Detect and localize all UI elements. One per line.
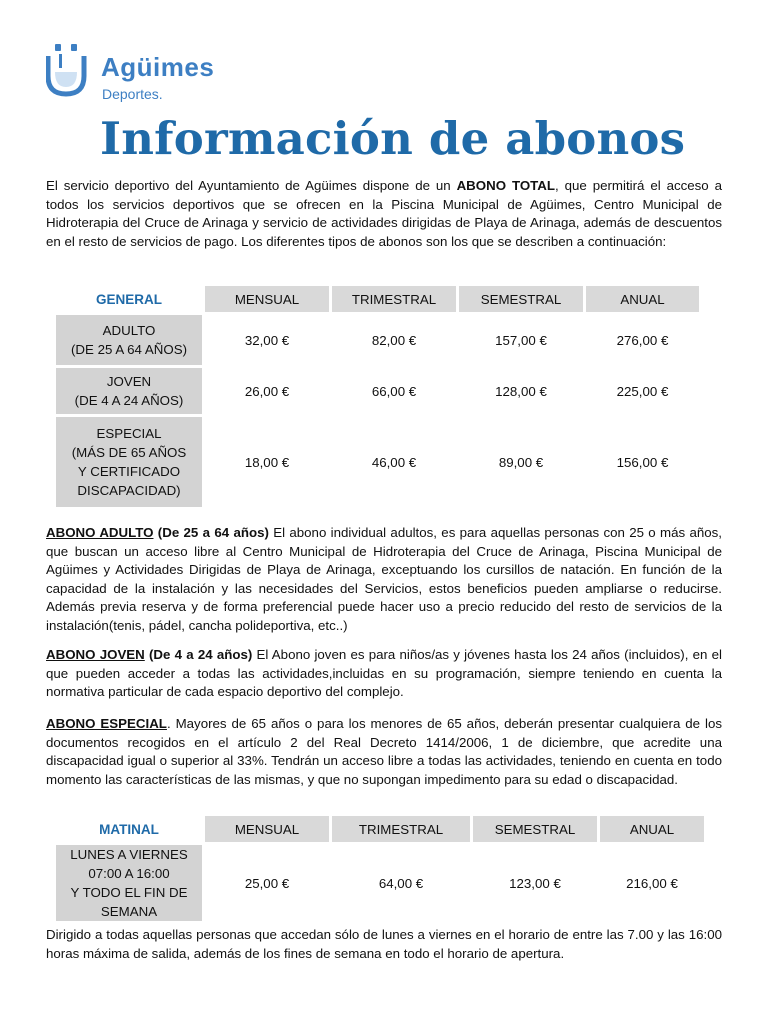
intro-text-start: El servicio deportivo del Ayuntamiento de Agüimes dispone de un: [46, 178, 457, 193]
header-mensual: MENSUAL: [205, 816, 329, 842]
row-label-matinal: [56, 845, 202, 921]
price-cell: 66,00 €: [371, 383, 417, 399]
header-anual: ANUAL: [586, 286, 699, 312]
price-cell: 18,00 €: [244, 454, 290, 470]
row-label-line: LUNES A VIERNES: [70, 847, 188, 862]
abono-adulto-range: (De 25 a 64 años): [153, 525, 269, 540]
agüimes-deportes-logo: [46, 42, 236, 104]
abono-adulto-heading: ABONO ADULTO: [46, 525, 154, 540]
row-label-line: SEMANA: [100, 904, 158, 919]
logo-subtitle: Deportes.: [102, 86, 163, 102]
header-trimestral: TRIMESTRAL: [332, 816, 470, 842]
price-cell: 64,00 €: [378, 875, 424, 891]
abono-joven-paragraph: [46, 646, 722, 702]
row-label-line: (DE 4 A 24 AÑOS): [74, 393, 184, 408]
abono-adulto-text: El abono individual adultos, es para aquellas personas con 25 o más años, que buscan un acceso libre al Centro Municipal de Hidroterapia del Cruce de Arinaga, Piscina Municipal de Agüimes y Actividades Dirigidas de Playa de Arinaga, exceptuando los cursillos de natación. En función de la capacidad de la instalación y las necesidades del Servicios, estos beneficios pueden ampliarse o reducirse. Además previa reserva y de forma preferencial puede hacer uso a precio reducido del resto de servicios de la instalación(tenis, pádel, cancha polideportiva, etc..): [46, 525, 722, 633]
table-header-row: [56, 816, 704, 842]
abono-adulto-paragraph: [46, 524, 722, 635]
price-cell: 89,00 €: [498, 454, 544, 470]
general-price-table: [53, 283, 702, 510]
header-semestral: SEMESTRAL: [473, 816, 597, 842]
row-label-line: 07:00 A 16:00: [88, 866, 170, 881]
logo-name: Agüimes: [101, 52, 215, 82]
header-trimestral: TRIMESTRAL: [332, 286, 456, 312]
matinal-price-table: [53, 813, 707, 924]
abono-joven-heading: ABONO JOVEN: [46, 647, 145, 662]
header-semestral: SEMESTRAL: [459, 286, 583, 312]
row-label-line: Y CERTIFICADO: [77, 464, 181, 479]
price-cell: 156,00 €: [616, 454, 669, 470]
row-label-line: (DE 25 A 64 AÑOS): [70, 342, 188, 357]
price-cell: 276,00 €: [616, 332, 669, 348]
price-cell: 25,00 €: [244, 875, 290, 891]
header-anual: ANUAL: [600, 816, 704, 842]
row-label-line: (MÁS DE 65 AÑOS: [71, 445, 187, 460]
general-table-label: GENERAL: [95, 291, 162, 307]
matinal-note: Dirigido a todas aquellas personas que accedan sólo de lunes a viernes en el horario de entre las 7.00 y las 16:00 horas máxima de salida, además de los fines de semana en todo el horario de apertura.: [46, 927, 722, 961]
price-cell: 32,00 €: [244, 332, 290, 348]
row-label-line: JOVEN: [106, 374, 152, 389]
table-row: [56, 368, 699, 414]
intro-paragraph: [46, 177, 722, 251]
price-cell: 216,00 €: [626, 875, 678, 891]
table-row: [56, 845, 704, 921]
price-cell: 46,00 €: [371, 454, 417, 470]
price-cell: 225,00 €: [616, 383, 669, 399]
abono-especial-heading: ABONO ESPECIAL: [46, 716, 167, 731]
abono-especial-paragraph: [46, 715, 722, 789]
table-row: [56, 417, 699, 507]
price-cell: 128,00 €: [495, 383, 547, 399]
abono-especial-text: . Mayores de 65 años o para los menores de 65 años, deberán presentar cualquiera de los documentos recogidos en el artículo 2 del Real Decreto 1414/2006, 1 de diciembre, que acredite una discapacidad igual o superior al 33%. Tendrán un acceso libre a todas las actividades, teniendo en cuenta en todo momento las características de las mismas, y que no supongan impedimento para su edad o discapacidad.: [46, 716, 723, 787]
table-row: [56, 315, 699, 365]
matinal-table-label: MATINAL: [99, 821, 159, 837]
abono-joven-range: (De 4 a 24 años): [144, 647, 253, 662]
price-cell: 26,00 €: [244, 383, 290, 399]
intro-bold-abono-total: ABONO TOTAL: [456, 178, 556, 193]
price-cell: 123,00 €: [509, 875, 561, 891]
row-label-especial: [56, 417, 202, 507]
row-label-adulto: [56, 315, 202, 365]
abono-joven-text: El Abono joven es para niños/as y jóvenes hasta los 24 años (incluidos), en el que pueden acceder a todas las actividades,incluidas en su programación, siempre teniendo en cuenta la normativa particular de cada espacio deportivo del complejo.: [46, 647, 722, 699]
row-label-line: ADULTO: [102, 323, 156, 338]
logo-u-icon: [46, 42, 90, 98]
row-label-joven: [56, 368, 202, 414]
header-mensual: MENSUAL: [205, 286, 329, 312]
page-title: Información de abonos: [100, 112, 686, 165]
row-label-line: ESPECIAL: [96, 426, 162, 441]
intro-text-end: , que permitirá el acceso a todos los servicios deportivos que se ofrecen en la Piscina Municipal de Agüimes, Centro Municipal de Hidroterapia del Cruce de Arinaga y servicio de actividades dirigidas de Playa de Arinaga, además de descuentos en el resto de servicios de pago. Los diferentes tipos de abonos son los que se describen a continuación:: [46, 178, 722, 249]
table-header-row: [56, 286, 699, 312]
row-label-line: DISCAPACIDAD): [77, 483, 181, 498]
price-cell: 82,00 €: [371, 332, 417, 348]
row-label-line: Y TODO EL FIN DE: [70, 885, 188, 900]
price-cell: 157,00 €: [495, 332, 547, 348]
